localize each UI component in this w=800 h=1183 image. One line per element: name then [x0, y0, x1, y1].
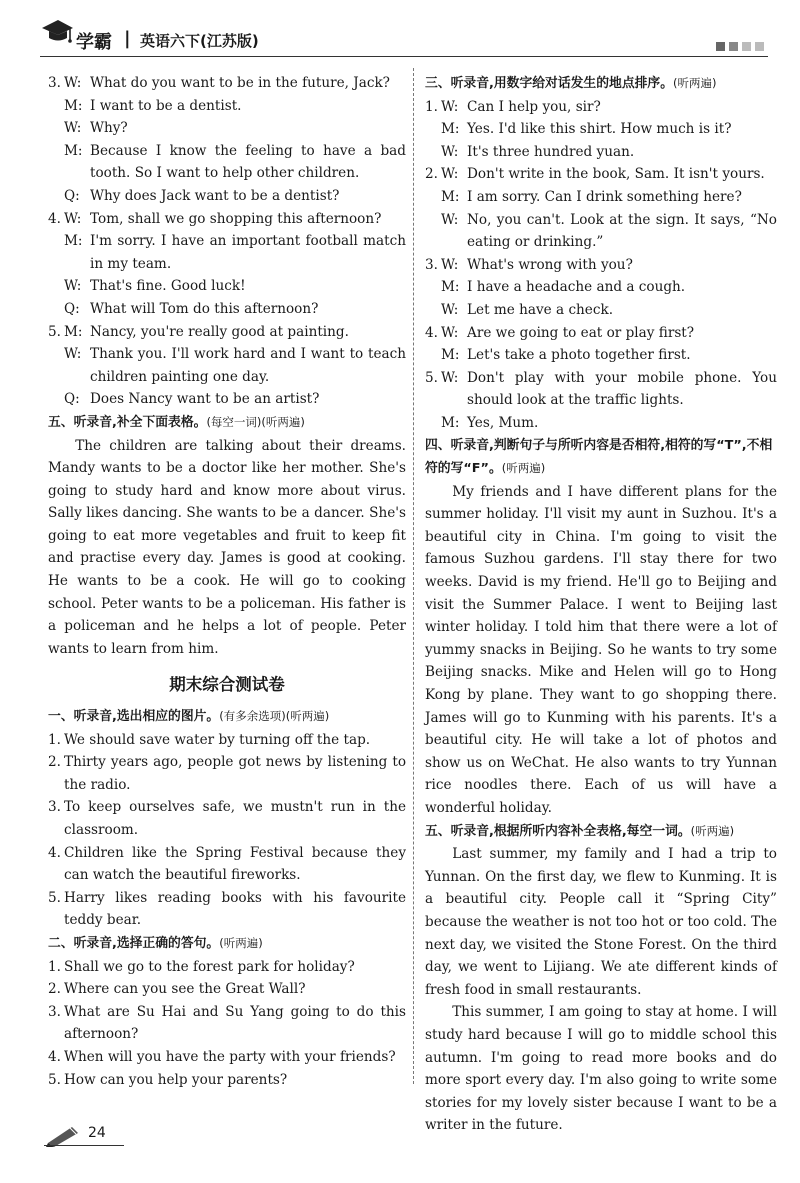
dialogue-text: No, you can't. Look at the sign. It says, “No eating or drinking.”	[467, 211, 777, 251]
speaker-label: Q:	[64, 391, 80, 408]
item-number: 3.	[48, 1003, 61, 1020]
dialogue-text: What's wrong with you?	[467, 256, 633, 273]
listening-passage: This summer, I am going to stay at home. I will study hard because I will go to middle school this autumn. I'm going to read more books and do more sport every day. I'm also going to write some stories for my lovely sister because I want to be a writer in the future.	[425, 1004, 777, 1134]
question-text: To keep ourselves safe, we mustn't run in the classroom.	[64, 799, 406, 838]
dialogue-line	[48, 140, 406, 185]
item-number	[48, 140, 64, 185]
dialogue-line	[48, 388, 406, 411]
dialogue-line	[425, 299, 777, 322]
dialogue-line	[48, 275, 406, 298]
exam-title: 期末综合测试卷	[169, 675, 285, 695]
dialogue-line	[425, 186, 777, 209]
item-number	[425, 412, 441, 435]
dialogue-line	[425, 254, 777, 277]
header-rule	[40, 56, 768, 57]
speaker-label: W:	[64, 346, 82, 363]
question-item	[48, 1046, 406, 1069]
dialogue-text: Nancy, you're really good at painting.	[90, 323, 349, 340]
dialogue-text: What do you want to be in the future, Jack?	[90, 75, 390, 91]
question-item	[48, 956, 406, 979]
speaker-label: W:	[441, 256, 459, 273]
speaker-label: M:	[441, 347, 460, 364]
question-item	[48, 1001, 406, 1046]
item-number	[425, 299, 441, 322]
speaker-label: M:	[64, 142, 83, 159]
item-number	[48, 95, 64, 118]
question-text: Shall we go to the forest park for holiday?	[64, 958, 355, 975]
dialogue-line	[48, 208, 406, 231]
dialogue-text: I want to be a dentist.	[90, 97, 242, 114]
dialogue-line	[48, 72, 406, 95]
dialogue-line	[425, 209, 777, 254]
item-number	[425, 276, 441, 299]
brand-logo-text: 学霸	[76, 32, 112, 53]
question-item	[48, 978, 406, 1001]
item-number	[425, 141, 441, 164]
item-number	[48, 388, 64, 411]
item-number: 3.	[425, 256, 438, 273]
question-list	[48, 956, 406, 1092]
dialogue-line	[425, 412, 777, 435]
speaker-label: W:	[441, 166, 459, 183]
dialogue-line	[425, 163, 777, 186]
item-number	[425, 118, 441, 141]
speaker-label: M:	[441, 121, 460, 138]
right-column	[425, 72, 777, 1137]
question-item	[48, 751, 406, 796]
listening-passage: My friends and I have different plans for the summer holiday. I'll visit my aunt in Suzhou. It's a beautiful city in China. I'm going to visit the famous Suzhou gardens. I'll stay there for two weeks. David is my friend. He'll go to Beijing and visit the Summer Palace. I went to Beijing last winter holiday. I told him that there were a lot of yummy snacks in Beijing. So he wants to try some Beijing snacks. Mike and Helen will go to Hong Kong by plane. They want to go shopping there. James will go to Kunming with his parents. It's a beautiful city. He will take a lot of photos and show us on WeChat. He also wants to try Yunnan rice noodles there. Each of us will have a wonderful holiday.	[425, 483, 777, 816]
question-text: How can you help your parents?	[64, 1071, 288, 1088]
dialogue-line	[425, 344, 777, 367]
dialogue-text: I'm sorry. I have an important football match in my team.	[90, 233, 406, 272]
book-title: 英语六下(江苏版)	[140, 32, 259, 50]
question-item	[48, 796, 406, 841]
question-item	[48, 842, 406, 887]
item-number: 5.	[48, 323, 61, 340]
question-text: Thirty years ago, people got news by listening to the radio.	[64, 754, 406, 793]
question-text: Harry likes reading books with his favourite teddy bear.	[64, 889, 406, 929]
dialogue-text: Don't play with your mobile phone. You should look at the traffic lights.	[467, 369, 777, 409]
question-item	[48, 887, 406, 932]
dialogue-text: Does Nancy want to be an artist?	[90, 391, 320, 408]
dialogue-text: Thank you. I'll work hard and I want to teach children painting one day.	[90, 346, 406, 385]
item-number	[48, 343, 64, 388]
speaker-label: Q:	[64, 300, 80, 317]
dialogue-text: Tom, shall we go shopping this afternoon?	[90, 210, 382, 227]
speaker-label: M:	[441, 414, 460, 431]
page-number: 24	[88, 1125, 106, 1141]
item-number	[48, 298, 64, 321]
dialogue-line	[425, 96, 777, 119]
item-number: 2.	[425, 166, 438, 183]
dialogue-line	[48, 230, 406, 275]
dialogue-line	[425, 322, 777, 345]
speaker-label: W:	[64, 278, 82, 295]
dialogue-group	[425, 96, 777, 435]
speaker-label: W:	[441, 143, 459, 160]
dialogue-line	[48, 117, 406, 140]
section-heading: 一、听录音,选出相应的图片。(有多余选项)(听两遍)	[48, 709, 330, 725]
item-number: 2.	[48, 981, 61, 998]
speaker-label: M:	[64, 233, 83, 250]
dialogue-text: What will Tom do this afternoon?	[90, 300, 319, 317]
item-number: 1.	[425, 98, 438, 115]
question-text: Where can you see the Great Wall?	[64, 981, 306, 998]
item-number	[48, 185, 64, 208]
speaker-label: M:	[441, 188, 460, 205]
item-number: 4.	[425, 324, 438, 341]
dialogue-text: Yes, Mum.	[467, 414, 539, 431]
item-number: 3.	[48, 799, 61, 816]
item-number: 1.	[48, 731, 61, 748]
speaker-label: Q:	[64, 187, 80, 204]
speaker-label: W:	[64, 75, 82, 91]
item-number	[425, 186, 441, 209]
speaker-label: W:	[64, 210, 82, 227]
item-number: 5.	[48, 1071, 61, 1088]
page-header	[40, 16, 768, 60]
dialogue-text: Are we going to eat or play first?	[467, 324, 695, 341]
speaker-label: W:	[441, 324, 459, 341]
speaker-label: W:	[441, 211, 459, 228]
item-number: 4.	[48, 844, 61, 861]
pencil-icon	[44, 1125, 82, 1147]
item-number: 4.	[48, 210, 61, 227]
dialogue-text: Don't write in the book, Sam. It isn't yours.	[467, 166, 765, 183]
item-number	[48, 230, 64, 275]
dialogue-text: Can I help you, sir?	[467, 98, 601, 115]
item-number	[48, 117, 64, 140]
item-number: 5.	[425, 369, 438, 386]
dialogue-text: I have a headache and a cough.	[467, 279, 686, 296]
question-text: We should save water by turning off the tap.	[64, 731, 371, 748]
section-heading: 三、听录音,用数字给对话发生的地点排序。(听两遍)	[425, 76, 717, 91]
dialogue-line	[425, 276, 777, 299]
dialogue-line	[48, 185, 406, 208]
dialogue-line	[425, 367, 777, 412]
page-footer	[44, 1125, 106, 1151]
dialogue-text: Yes. I'd like this shirt. How much is it?	[467, 121, 732, 138]
speaker-label: W:	[64, 120, 82, 137]
section-heading: 二、听录音,选择正确的答句。(听两遍)	[48, 935, 263, 951]
dialogue-text: Because I know the feeling to have a bad tooth. So I want to help other children.	[90, 142, 406, 182]
graduation-cap-icon	[40, 16, 74, 54]
item-number: 5.	[48, 889, 61, 906]
item-number	[425, 344, 441, 367]
dialogue-line	[48, 95, 406, 118]
item-number	[48, 275, 64, 298]
dialogue-line	[48, 343, 406, 388]
dialogue-text: That's fine. Good luck!	[90, 278, 246, 295]
speaker-label: W:	[441, 301, 459, 318]
listening-passage: The children are talking about their dreams. Mandy wants to be a doctor like her mother. She's going to study hard and know more about virus. Sally likes dancing. She wants to be a dancer. She's going to eat more vegetables and fruit to keep fit and practise every day. James is good at cooking. He wants to be a cook. He will go to cooking school. Peter wants to be a policeman. His father is a policeman and he helps a lot of people. Peter wants to learn from him.	[48, 437, 406, 657]
dialogue-line	[425, 141, 777, 164]
section-heading: 五、听录音,根据所听内容补全表格,每空一词。(听两遍)	[425, 823, 735, 839]
dialogue-line	[48, 321, 406, 344]
dialogue-line	[48, 298, 406, 321]
column-divider	[413, 68, 414, 1084]
header-decoration	[716, 42, 764, 51]
speaker-label: M:	[64, 97, 83, 114]
dialogue-text: Let's take a photo together first.	[467, 347, 691, 364]
dialogue-text: Why?	[90, 120, 128, 137]
left-column	[48, 72, 406, 1091]
question-list	[48, 729, 406, 932]
dialogue-line	[425, 118, 777, 141]
question-text: What are Su Hai and Su Yang going to do this afternoon?	[64, 1003, 406, 1043]
footer-rule	[44, 1145, 124, 1146]
question-text: Children like the Spring Festival because they can watch the beautiful fireworks.	[64, 844, 406, 884]
speaker-label: M:	[64, 323, 83, 340]
listening-passage: Last summer, my family and I had a trip to Yunnan. On the first day, we flew to Kunming. It is a beautiful city. People call it “Spring City” because the weather is not too hot or too cold. The next day, we visited the Stone Forest. On the third day, we went to Lijiang. We ate different kinds of fresh food in small restaurants.	[425, 846, 777, 998]
item-number: 4.	[48, 1048, 61, 1065]
header-separator: |	[124, 28, 131, 49]
question-text: When will you have the party with your friends?	[64, 1048, 396, 1065]
item-number: 2.	[48, 754, 61, 771]
item-number	[425, 209, 441, 254]
dialogue-text: Let me have a check.	[467, 301, 614, 318]
speaker-label: W:	[441, 98, 459, 115]
dialogue-text: It's three hundred yuan.	[467, 143, 635, 160]
dialogue-group	[48, 72, 406, 411]
item-number: 1.	[48, 958, 61, 975]
speaker-label: W:	[441, 369, 459, 386]
section-heading: 四、听录音,判断句子与所听内容是否相符,相符的写“T”,不相符的写“F”。(听两遍)	[425, 437, 773, 477]
question-item	[48, 1069, 406, 1092]
dialogue-text: Why does Jack want to be a dentist?	[90, 187, 340, 204]
section-heading: 五、听录音,补全下面表格。(每空一词)(听两遍)	[48, 414, 305, 430]
question-item	[48, 729, 406, 752]
speaker-label: M:	[441, 279, 460, 296]
item-number: 3.	[48, 75, 61, 91]
dialogue-text: I am sorry. Can I drink something here?	[467, 188, 742, 205]
